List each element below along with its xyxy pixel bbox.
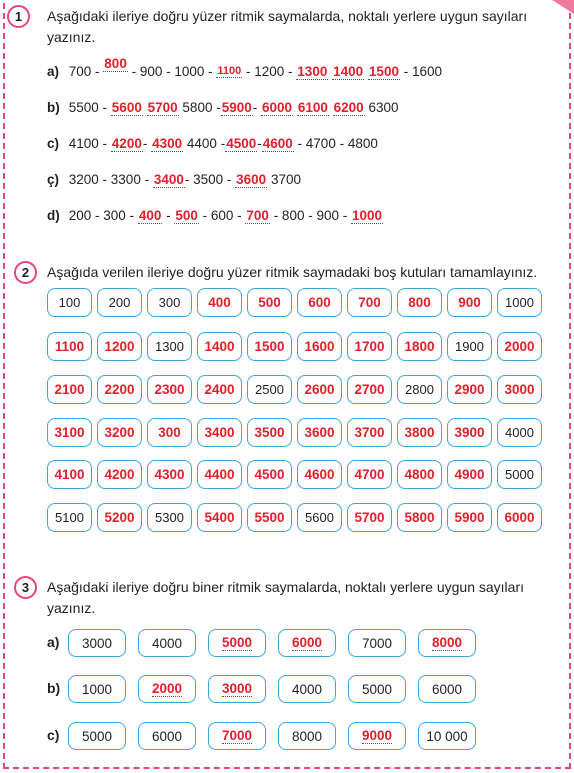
box-value: 3000 (221, 681, 253, 696)
grid-cell: 1000 (497, 288, 542, 317)
grid-cell: 1300 (147, 332, 192, 361)
given-text: 4100 - (68, 136, 111, 151)
grid-cell: 2000 (497, 332, 542, 361)
grid-cell: 5000 (497, 460, 542, 489)
grid-cell: 5100 (47, 503, 92, 532)
given-text: - 800 - 900 - (269, 208, 351, 223)
q1-instruction-line1: Aşağıdaki ileriye doğru yüzer ritmik saymalarda, noktalı yerlere uygun sayıları (47, 8, 528, 24)
box-value: 5000 (81, 728, 113, 744)
answer-box (138, 675, 196, 703)
grid-cell: 300 (147, 288, 192, 317)
grid-cell: 4900 (447, 460, 492, 489)
grid-cell: 1800 (397, 332, 442, 361)
row-label: b) (47, 680, 61, 696)
answer-box (208, 675, 266, 703)
answer: 1400 (333, 64, 364, 79)
grid-cell: 2500 (247, 375, 292, 404)
answer-box (348, 675, 406, 703)
box-value: 9000 (361, 728, 393, 743)
section-number-1: 1 (7, 5, 30, 28)
answer-box (348, 629, 406, 657)
grid-cell: 4000 (497, 418, 542, 447)
box-value: 6000 (431, 681, 463, 697)
box-value: 4000 (151, 635, 183, 651)
grid-cell: 4400 (197, 460, 242, 489)
box-value: 5000 (221, 635, 253, 650)
answer: 700 (246, 208, 269, 223)
answer-box (68, 629, 126, 657)
grid-cell: 5400 (197, 503, 242, 532)
given-text: - 600 - (198, 208, 246, 223)
grid-cell: 3800 (397, 418, 442, 447)
grid-cell: 1700 (347, 332, 392, 361)
row-label: a) (47, 634, 60, 650)
box-value: 7000 (361, 635, 393, 651)
answer-box (278, 629, 336, 657)
answer-box (138, 722, 196, 750)
section-number-2: 2 (14, 261, 37, 284)
grid-cell: 300 (147, 418, 192, 447)
row-label: ç) (47, 172, 60, 187)
grid-cell: 1200 (97, 332, 142, 361)
grid-cell: 5900 (447, 503, 492, 532)
given-text: - 4700 - 4800 (297, 136, 378, 151)
grid-cell: 5800 (397, 503, 442, 532)
row-label: d) (47, 208, 60, 223)
grid-cell: 6000 (497, 503, 542, 532)
grid-cell: 1400 (197, 332, 242, 361)
answer: 3400 (153, 172, 184, 187)
grid-cell: 800 (397, 288, 442, 317)
answer-box (418, 629, 476, 657)
answer: 4200 (111, 136, 142, 151)
answer-box (278, 722, 336, 750)
answer-box (278, 675, 336, 703)
answer: 1500 (368, 64, 399, 79)
grid-cell: 2700 (347, 375, 392, 404)
box-value: 8000 (291, 728, 323, 744)
answer-box (208, 722, 266, 750)
answer: 1000 (351, 208, 383, 223)
grid-cell: 3100 (47, 418, 92, 447)
box-value: 6000 (291, 635, 323, 650)
given-text: 3700 (270, 172, 302, 187)
answer-box (138, 629, 196, 657)
answer: 5600 (111, 100, 142, 115)
grid-cell: 4600 (297, 460, 342, 489)
box-value: 5000 (361, 681, 393, 697)
answer-box (68, 722, 126, 750)
box-value: 4000 (291, 681, 323, 697)
grid-cell: 3900 (447, 418, 492, 447)
answer: 5700 (147, 100, 178, 115)
grid-cell: 400 (197, 288, 242, 317)
grid-cell: 2900 (447, 375, 492, 404)
q1-row-d (47, 208, 383, 224)
answer: 6000 (262, 100, 293, 115)
grid-cell: 2100 (47, 375, 92, 404)
given-text: 6300 (368, 100, 399, 115)
box-value: 10 000 (426, 728, 468, 744)
answer: 6200 (333, 100, 364, 115)
grid-cell: 1900 (447, 332, 492, 361)
row-label: a) (47, 64, 60, 79)
row-label: b) (47, 100, 60, 115)
grid-cell: 600 (297, 288, 342, 317)
grid-cell: 3500 (247, 418, 292, 447)
grid-cell: 2800 (397, 375, 442, 404)
answer-box (418, 675, 476, 703)
given-text: 4400 - (186, 136, 226, 151)
grid-cell: 3600 (297, 418, 342, 447)
answer: 800 (104, 56, 127, 71)
box-value: 8000 (431, 635, 463, 650)
given-text: 5800 - (182, 100, 221, 115)
grid-cell: 4800 (397, 460, 442, 489)
answer: 4600 (262, 136, 293, 151)
grid-cell: 5200 (97, 503, 142, 532)
grid-cell: 1500 (247, 332, 292, 361)
answer-box (208, 629, 266, 657)
row-label: c) (47, 727, 60, 743)
answer-box (348, 722, 406, 750)
box-value: 3000 (81, 635, 113, 651)
grid-cell: 4500 (247, 460, 292, 489)
answer: 6100 (297, 100, 328, 115)
q1-row-cc (47, 172, 301, 188)
grid-cell: 5300 (147, 503, 192, 532)
grid-cell: 4300 (147, 460, 192, 489)
box-value: 2000 (151, 681, 183, 696)
given-text: 5500 - (68, 100, 111, 115)
grid-cell: 5500 (247, 503, 292, 532)
given-text: - 1600 (403, 64, 443, 79)
given-text: 200 - 300 - (68, 208, 138, 223)
grid-cell: 4700 (347, 460, 392, 489)
answer: 1100 (217, 65, 242, 77)
grid-cell: 900 (447, 288, 492, 317)
answer: 3600 (236, 172, 267, 187)
answer: 1300 (297, 64, 328, 79)
q1-row-b: b) 5500 - 5600 5700 5800 -5900- 6000 6100 6200 6300 (47, 100, 399, 115)
grid-cell: 200 (97, 288, 142, 317)
q1-row-c: c) 4100 - 4200- 4300 4400 -4500-4600 - 4700 - 4800 (47, 136, 378, 151)
grid-cell: 2400 (197, 375, 242, 404)
grid-cell: 5600 (297, 503, 342, 532)
grid-cell: 3200 (97, 418, 142, 447)
given-text: - 3500 - (184, 172, 236, 187)
grid-cell: 700 (347, 288, 392, 317)
q1-row-a (47, 56, 443, 80)
q3-instruction-line2: yazınız. (47, 600, 96, 616)
q2-instruction: Aşağıda verilen ileriye doğru yüzer ritmik saymadaki boş kutuları tamamlayınız. (47, 264, 538, 280)
answer-box (418, 722, 476, 750)
row-label: c) (47, 136, 60, 151)
answer: 5900 (221, 100, 252, 115)
box-value: 6000 (151, 728, 183, 744)
given-text: - (162, 208, 175, 223)
grid-cell: 3400 (197, 418, 242, 447)
answer: 4500 (226, 136, 257, 151)
grid-cell: 1100 (47, 332, 92, 361)
grid-cell: 500 (247, 288, 292, 317)
grid-cell: 100 (47, 288, 92, 317)
grid-cell: 4100 (47, 460, 92, 489)
answer: 400 (138, 208, 162, 223)
section-number-3: 3 (14, 576, 37, 599)
q1-instruction-line2: yazınız. (47, 29, 96, 45)
answer-box (68, 675, 126, 703)
grid-cell: 4200 (97, 460, 142, 489)
q3-instruction-line1: Aşağıdaki ileriye doğru biner ritmik saymalarda, noktalı yerlere uygun sayıları (47, 579, 524, 595)
box-value: 7000 (221, 728, 253, 743)
grid-cell: 2600 (297, 375, 342, 404)
grid-cell: 3000 (497, 375, 542, 404)
given-text: 3200 - 3300 - (68, 172, 153, 187)
given-text: 700 - (68, 64, 104, 79)
grid-cell: 2200 (97, 375, 142, 404)
grid-cell: 5700 (347, 503, 392, 532)
given-text: - 900 - 1000 - (127, 64, 217, 79)
grid-cell: 3700 (347, 418, 392, 447)
grid-cell: 1600 (297, 332, 342, 361)
box-value: 1000 (81, 681, 113, 697)
grid-cell: 2300 (147, 375, 192, 404)
answer: 4300 (152, 136, 183, 151)
given-text: - 1200 - (242, 64, 297, 79)
answer: 500 (175, 208, 198, 223)
